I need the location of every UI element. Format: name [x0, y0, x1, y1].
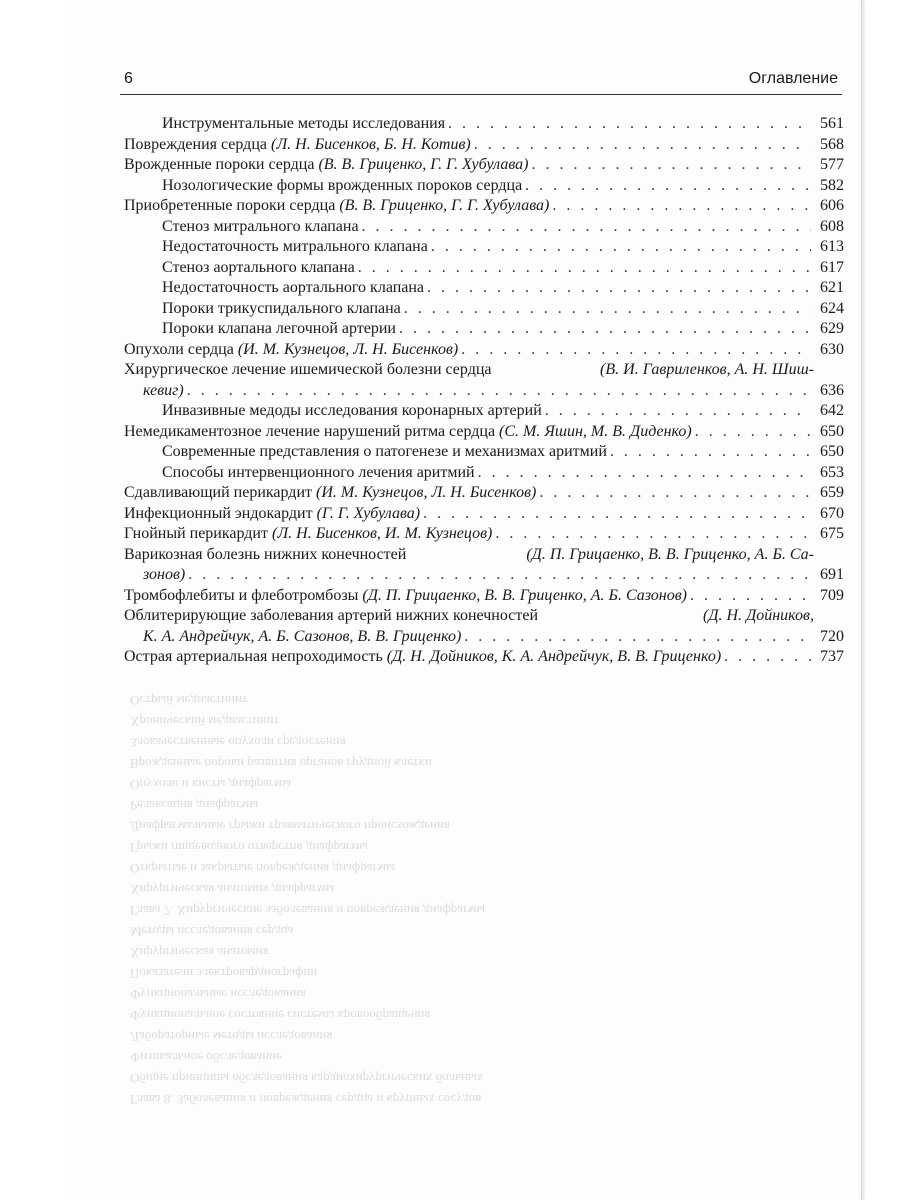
toc-entry-page-number: 568	[820, 135, 844, 153]
toc-entry-line	[124, 155, 814, 176]
toc-entry-page-number: 617	[820, 258, 844, 276]
toc-entry-line	[162, 319, 814, 340]
toc-entry-authors: (Г. Г. Хубулава)	[316, 504, 421, 522]
toc-entry-page-number: 561	[820, 115, 844, 132]
toc-entry-page-number: 629	[820, 320, 844, 337]
toc-entry[interactable]	[124, 340, 844, 361]
toc-entry-line	[124, 504, 814, 525]
toc-entry-title: Острая артериальная непроходимость	[124, 648, 383, 665]
toc-entry-line	[124, 647, 814, 668]
toc-entry-title: Стеноз митрального клапана	[162, 217, 359, 235]
toc-entry[interactable]	[124, 176, 844, 197]
toc-entry-title: Инструментальные методы исследования	[162, 115, 446, 132]
toc-entry-page-number: 608	[820, 217, 844, 235]
toc-entry-text	[124, 524, 492, 545]
leader-dots	[610, 442, 811, 463]
leader-dots	[552, 196, 811, 217]
toc-entry-line	[124, 586, 814, 607]
toc-entry-page-number: 582	[820, 176, 844, 194]
toc-entry-authors: зонов)	[143, 566, 186, 583]
toc-entry-authors: (Л. Н. Бисенков, И. М. Кузнецов)	[271, 525, 493, 542]
toc-entry[interactable]	[124, 237, 844, 258]
toc-entry[interactable]	[124, 258, 844, 279]
toc-entry-title: Облитерирующие заболевания артерий нижних конечностей	[124, 607, 538, 624]
toc-entry[interactable]	[124, 606, 844, 647]
toc-entry-authors: (В. И. Гавриленков, А. Н. Шиш-	[600, 361, 814, 378]
leader-dots	[690, 586, 811, 607]
leader-dots	[531, 155, 811, 176]
toc-entry-text	[162, 319, 396, 340]
toc-entry-page-number: 675	[820, 525, 844, 542]
toc-entry[interactable]	[124, 196, 844, 217]
section-title: Оглавление	[748, 70, 838, 87]
toc-entry-text	[162, 278, 424, 299]
toc-entry-title: Современные представления о патогенезе и механизмах аритмий	[162, 443, 607, 460]
leader-dots	[695, 422, 811, 443]
toc-entry-title: Недостаточность аортального клапана	[162, 279, 425, 296]
toc-entry-authors: (С. М. Яшин, М. В. Диденко)	[499, 422, 692, 440]
leader-dots	[545, 401, 811, 422]
toc-entry-page-number: 621	[820, 279, 844, 296]
leader-dots	[431, 237, 811, 258]
toc-entry-page-number: 659	[820, 484, 844, 501]
leader-dots	[448, 114, 811, 135]
toc-entry[interactable]	[124, 217, 844, 238]
leader-dots	[358, 258, 811, 279]
toc-entry-title: Врожденные пороки сердца	[124, 156, 315, 173]
leader-dots	[399, 319, 811, 340]
toc-entry-line	[124, 360, 814, 381]
toc-entry[interactable]	[124, 463, 844, 484]
toc-entry-authors: (В. В. Гриценко, Г. Г. Хубулава)	[318, 156, 529, 173]
toc-entry-title: Повреждения сердца	[124, 135, 267, 153]
leader-dots	[724, 647, 811, 668]
toc-entry-text	[124, 340, 458, 361]
page-header	[120, 70, 842, 95]
toc-entry-authors: (Л. Н. Бисенков, Б. Н. Котив)	[270, 135, 471, 153]
toc-entry-line	[124, 422, 814, 443]
toc-entry[interactable]	[124, 401, 844, 422]
page-number: 6	[124, 70, 133, 87]
toc-entry[interactable]	[124, 647, 844, 668]
toc-entry[interactable]	[124, 319, 844, 340]
leader-dots	[495, 524, 811, 545]
toc-entry-text	[124, 135, 471, 156]
toc-entry-title: Способы интервенционного лечения аритмий	[162, 463, 475, 481]
toc-entry[interactable]	[124, 114, 844, 135]
leader-dots	[362, 217, 811, 238]
toc-entry-title: Немедикаментозное лечение нарушений ритма сердца	[124, 422, 496, 440]
toc-entry-title: Стеноз аортального клапана	[162, 258, 355, 276]
toc-entry[interactable]	[124, 545, 844, 586]
toc-entry-page-number: 737	[820, 648, 844, 665]
toc-entry-page-number: 650	[820, 443, 844, 460]
leader-dots	[461, 340, 811, 361]
toc-entry-line	[162, 237, 814, 258]
toc-entry-text	[124, 196, 549, 217]
toc-entry-line	[162, 442, 814, 463]
toc-entry-line	[124, 196, 814, 217]
toc-entry[interactable]	[124, 524, 844, 545]
toc-entry[interactable]	[124, 483, 844, 504]
toc-entry-line	[162, 176, 814, 197]
toc-entry-text	[162, 442, 607, 463]
toc-entry-text	[124, 504, 420, 525]
leader-dots	[188, 565, 811, 586]
toc-entry-title: Сдавливающий перикардит	[124, 484, 312, 501]
toc-entry-text	[162, 237, 428, 258]
toc-entry-page-number: 613	[820, 238, 844, 255]
leader-dots	[474, 135, 811, 156]
toc-entry-title: Варикозная болезнь нижних конечностей	[124, 545, 407, 563]
toc-entry[interactable]	[124, 299, 844, 320]
toc-entry-text	[162, 176, 522, 197]
toc-entry-text	[124, 483, 536, 504]
toc-entry-text	[162, 463, 475, 484]
toc-entry-line	[162, 463, 814, 484]
toc-entry-page-number: 691	[820, 566, 844, 583]
leader-dots	[404, 299, 811, 320]
toc-entry-line	[162, 278, 814, 299]
toc-entry-title: Недостаточность митрального клапана	[162, 238, 428, 255]
toc-entry-text	[162, 299, 401, 320]
toc-entry-line	[124, 483, 814, 504]
toc-entry-line	[162, 114, 814, 135]
toc-entry-line	[124, 565, 814, 586]
toc-entry-page-number: 577	[820, 156, 844, 173]
leader-dots	[423, 504, 811, 525]
toc-entry-line	[162, 217, 814, 238]
toc-entry-page-number: 606	[820, 197, 844, 214]
toc-entry-page-number: 650	[820, 422, 844, 440]
leader-dots	[539, 483, 811, 504]
bleed-through-text: Глава 8. Заболевания и повреждения сердца и крупных сосудов Общие принципы обследования кардиохирургических больных Физикальное обследование Лабораторные методы исследования Функциональное состояние системы кровообращения Функциональные исследования Показатели электрокардиографии Хирургическая анатомия Методы исследования сердца Глава 7. Хирургические заболевания и повреждения диафрагмы Хирургическая анатомия диафрагмы Открытые и закрытые повреждения диафрагмы Грыжи пищеводного отверстия диафрагмы Диафрагмальные грыжи травматического происхождения Релаксация диафрагмы Опухоли и кисты диафрагмы Врожденные пороки развития органов грудной клетки Злокачественные опухоли средостения Хронический медиастинит Острый медиастинит	[130, 693, 486, 1107]
toc-entry[interactable]	[124, 278, 844, 299]
toc-entry-authors: (Д. Н. Дойников, К. А. Андрейчук, В. В. Гриценко)	[386, 648, 722, 665]
toc-entry-text	[124, 586, 687, 607]
toc-entry-page-number: 720	[820, 627, 844, 645]
toc-entry-authors: кевиг)	[143, 381, 184, 399]
toc-entry-text	[124, 422, 692, 443]
table-of-contents	[124, 114, 844, 668]
toc-entry-line	[124, 606, 814, 627]
toc-entry-title: Тромбофлебиты и флеботромбозы	[124, 586, 359, 604]
toc-entry-authors: (В. В. Гриценко, Г. Г. Хубулава)	[339, 197, 550, 214]
toc-entry-page-number: 630	[820, 340, 844, 358]
toc-entry[interactable]	[124, 360, 844, 401]
toc-entry[interactable]	[124, 135, 844, 156]
toc-entry[interactable]	[124, 442, 844, 463]
toc-entry-page-number: 653	[820, 463, 844, 481]
toc-entry-authors: К. А. Андрейчук, А. Б. Сазонов, В. В. Гриценко)	[143, 627, 462, 645]
toc-entry-title: Приобретенные пороки сердца	[124, 197, 336, 214]
toc-entry-title: Гнойный перикардит	[124, 525, 268, 542]
toc-entry-line	[124, 545, 814, 566]
toc-entry-text	[162, 114, 445, 135]
toc-entry-page-number: 636	[820, 381, 844, 399]
toc-entry-authors: (Д. П. Грицаенко, В. В. Гриценко, А. Б. Са-	[526, 545, 814, 563]
toc-entry-title: Хирургическое лечение ишемической болезни сердца	[124, 361, 492, 378]
toc-entry-title: Пороки трикуспидального клапана	[162, 299, 401, 317]
toc-entry-title: Пороки клапана легочной артерии	[162, 320, 396, 337]
leader-dots	[187, 381, 811, 402]
toc-entry-line	[162, 258, 814, 279]
toc-entry-authors: (И. М. Кузнецов, Л. Н. Бисенков)	[316, 484, 537, 501]
toc-entry-page-number: 624	[820, 299, 844, 317]
toc-entry[interactable]	[124, 422, 844, 443]
toc-entry-line	[124, 524, 814, 545]
toc-entry[interactable]	[124, 155, 844, 176]
leader-dots	[427, 278, 811, 299]
toc-entry-text	[162, 217, 359, 238]
toc-entry-page-number: 670	[820, 504, 844, 522]
toc-entry-title: Инфекционный эндокардит	[124, 504, 313, 522]
toc-entry-text	[124, 155, 528, 176]
toc-entry-title: Опухоли сердца	[124, 340, 234, 358]
toc-entry-authors: (Д. П. Грицаенко, В. В. Гриценко, А. Б. Сазонов)	[362, 586, 687, 604]
toc-entry-page-number: 709	[820, 586, 844, 604]
toc-entry-page-number: 642	[820, 402, 844, 419]
leader-dots	[478, 463, 811, 484]
toc-entry-title: Нозологические формы врожденных пороков сердца	[162, 176, 523, 194]
toc-entry-authors: (И. М. Кузнецов, Л. Н. Бисенков)	[237, 340, 459, 358]
toc-entry[interactable]	[124, 586, 844, 607]
toc-entry-text	[124, 647, 721, 668]
toc-entry-line	[124, 340, 814, 361]
toc-entry-line	[124, 381, 814, 402]
toc-entry-text	[162, 258, 355, 279]
toc-entry-title: Инвазивные медоды исследования коронарных артерий	[162, 402, 542, 419]
toc-entry[interactable]	[124, 504, 844, 525]
toc-entry-line	[124, 135, 814, 156]
leader-dots	[525, 176, 811, 197]
toc-entry-line	[162, 299, 814, 320]
toc-entry-line	[124, 627, 814, 648]
toc-entry-line	[162, 401, 814, 422]
toc-entry-authors: (Д. Н. Дойников,	[703, 607, 814, 624]
toc-entry-text	[162, 401, 542, 422]
leader-dots	[464, 627, 811, 648]
